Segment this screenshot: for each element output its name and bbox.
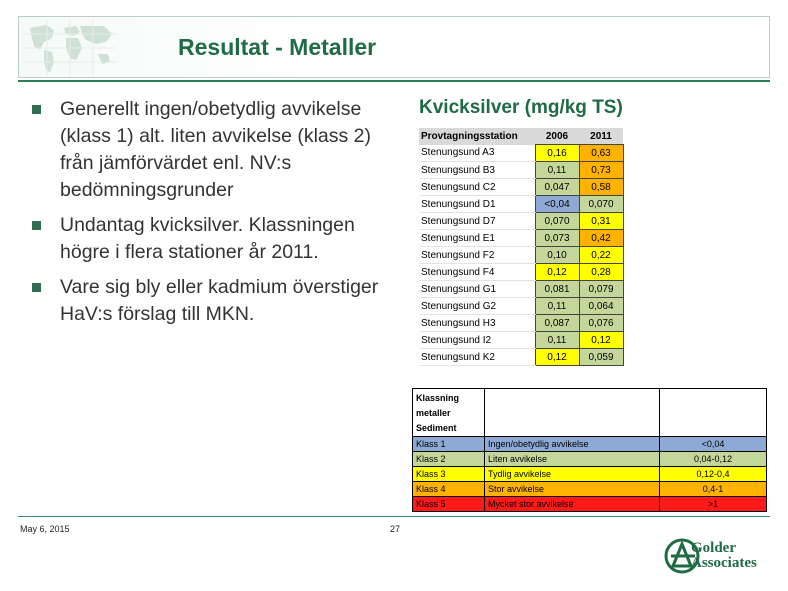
class-name-cell: Klass 2 bbox=[413, 452, 485, 467]
column-header-station: Provtagningsstation bbox=[419, 128, 535, 145]
classification-header-line: metaller bbox=[416, 408, 451, 418]
column-header-2011: 2011 bbox=[579, 128, 623, 145]
value-2011-cell: 0,73 bbox=[579, 162, 623, 179]
class-range-cell: <0,04 bbox=[660, 437, 767, 452]
class-name-cell: Klass 4 bbox=[413, 482, 485, 497]
value-2011-cell: 0,63 bbox=[579, 145, 623, 162]
value-2006-cell: 0,081 bbox=[535, 281, 579, 298]
class-range-cell: 0,12-0,4 bbox=[660, 467, 767, 482]
slide-title: Resultat - Metaller bbox=[178, 34, 377, 60]
station-cell: Stenungsund D1 bbox=[419, 196, 535, 213]
footer-divider bbox=[18, 516, 770, 517]
classification-header-empty bbox=[485, 389, 660, 437]
value-2011-cell: 0,076 bbox=[579, 315, 623, 332]
value-2006-cell: 0,16 bbox=[535, 145, 579, 162]
logo-text-line: Associates bbox=[691, 555, 757, 571]
class-description-cell: Stor avvikelse bbox=[485, 482, 660, 497]
table-row bbox=[419, 298, 623, 315]
classification-table-body bbox=[413, 389, 767, 512]
class-name-cell: Klass 3 bbox=[413, 467, 485, 482]
class-description-cell: Ingen/obetydlig avvikelse bbox=[485, 437, 660, 452]
value-2011-cell: 0,22 bbox=[579, 247, 623, 264]
square-bullet-icon bbox=[32, 105, 41, 114]
header-divider bbox=[18, 80, 770, 82]
value-2011-cell: 0,064 bbox=[579, 298, 623, 315]
classification-row bbox=[413, 437, 767, 452]
class-description-cell: Mycket stor avvikelse bbox=[485, 497, 660, 512]
classification-row bbox=[413, 467, 767, 482]
value-2006-cell: <0,04 bbox=[535, 196, 579, 213]
value-2011-cell: 0,070 bbox=[579, 196, 623, 213]
value-2011-cell: 0,42 bbox=[579, 230, 623, 247]
class-range-cell: 0,04-0,12 bbox=[660, 452, 767, 467]
value-2011-cell: 0,58 bbox=[579, 179, 623, 196]
classification-header-row bbox=[413, 389, 767, 437]
station-cell: Stenungsund F2 bbox=[419, 247, 535, 264]
classification-row bbox=[413, 482, 767, 497]
table-header-row bbox=[419, 128, 623, 145]
mercury-table bbox=[419, 128, 624, 366]
table-row bbox=[419, 247, 623, 264]
value-2006-cell: 0,12 bbox=[535, 349, 579, 366]
value-2006-cell: 0,11 bbox=[535, 162, 579, 179]
value-2011-cell: 0,31 bbox=[579, 213, 623, 230]
column-header-2006: 2006 bbox=[535, 128, 579, 145]
table-row bbox=[419, 230, 623, 247]
header-band bbox=[18, 16, 770, 78]
classification-header-empty bbox=[660, 389, 767, 437]
station-cell: Stenungsund G1 bbox=[419, 281, 535, 298]
classification-table bbox=[412, 388, 767, 512]
mercury-table-title: Kvicksilver (mg/kg TS) bbox=[419, 97, 623, 118]
table-row bbox=[419, 145, 623, 162]
value-2006-cell: 0,11 bbox=[535, 332, 579, 349]
class-name-cell: Klass 1 bbox=[413, 437, 485, 452]
table-row bbox=[419, 315, 623, 332]
value-2011-cell: 0,12 bbox=[579, 332, 623, 349]
mercury-table-body bbox=[419, 145, 623, 366]
classification-row bbox=[413, 497, 767, 512]
station-cell: Stenungsund H3 bbox=[419, 315, 535, 332]
value-2006-cell: 0,12 bbox=[535, 264, 579, 281]
station-cell: Stenungsund A3 bbox=[419, 145, 535, 162]
bullet-item: Undantag kvicksilver. Klassningen högre i flera stationer år 2011. bbox=[30, 212, 380, 266]
table-row bbox=[419, 213, 623, 230]
classification-header-line: Klassning bbox=[416, 393, 460, 403]
station-cell: Stenungsund F4 bbox=[419, 264, 535, 281]
table-row bbox=[419, 179, 623, 196]
logo-text-line: Golder bbox=[691, 540, 736, 556]
class-description-cell: Liten avvikelse bbox=[485, 452, 660, 467]
table-row bbox=[419, 349, 623, 366]
table-row bbox=[419, 281, 623, 298]
classification-header-line: Sediment bbox=[416, 423, 457, 433]
classification-row bbox=[413, 452, 767, 467]
station-cell: Stenungsund C2 bbox=[419, 179, 535, 196]
value-2006-cell: 0,11 bbox=[535, 298, 579, 315]
value-2011-cell: 0,28 bbox=[579, 264, 623, 281]
station-cell: Stenungsund K2 bbox=[419, 349, 535, 366]
bullet-list bbox=[30, 96, 380, 336]
table-row bbox=[419, 264, 623, 281]
class-range-cell: >1 bbox=[660, 497, 767, 512]
station-cell: Stenungsund E1 bbox=[419, 230, 535, 247]
value-2006-cell: 0,047 bbox=[535, 179, 579, 196]
table-row bbox=[419, 196, 623, 213]
value-2006-cell: 0,070 bbox=[535, 213, 579, 230]
class-description-cell: Tydlig avvikelse bbox=[485, 467, 660, 482]
station-cell: Stenungsund B3 bbox=[419, 162, 535, 179]
logo-wordmark bbox=[691, 541, 757, 571]
square-bullet-icon bbox=[32, 221, 41, 230]
value-2006-cell: 0,087 bbox=[535, 315, 579, 332]
table-row bbox=[419, 332, 623, 349]
value-2011-cell: 0,079 bbox=[579, 281, 623, 298]
value-2011-cell: 0,059 bbox=[579, 349, 623, 366]
value-2006-cell: 0,10 bbox=[535, 247, 579, 264]
world-map-icon bbox=[24, 20, 116, 76]
bullet-item: Vare sig bly eller kadmium överstiger HaV:s förslag till MKN. bbox=[30, 274, 380, 328]
footer-date: May 6, 2015 bbox=[20, 524, 70, 534]
value-2006-cell: 0,073 bbox=[535, 230, 579, 247]
bullet-item: Generellt ingen/obetydlig avvikelse (klass 1) alt. liten avvikelse (klass 2) från jämförvärdet enl. NV:s bedömningsgrunder bbox=[30, 96, 380, 204]
classification-header-cell bbox=[413, 389, 485, 437]
square-bullet-icon bbox=[32, 283, 41, 292]
table-row bbox=[419, 162, 623, 179]
class-range-cell: 0,4-1 bbox=[660, 482, 767, 497]
class-name-cell: Klass 5 bbox=[413, 497, 485, 512]
station-cell: Stenungsund G2 bbox=[419, 298, 535, 315]
page-number: 27 bbox=[390, 524, 401, 534]
station-cell: Stenungsund I2 bbox=[419, 332, 535, 349]
station-cell: Stenungsund D7 bbox=[419, 213, 535, 230]
